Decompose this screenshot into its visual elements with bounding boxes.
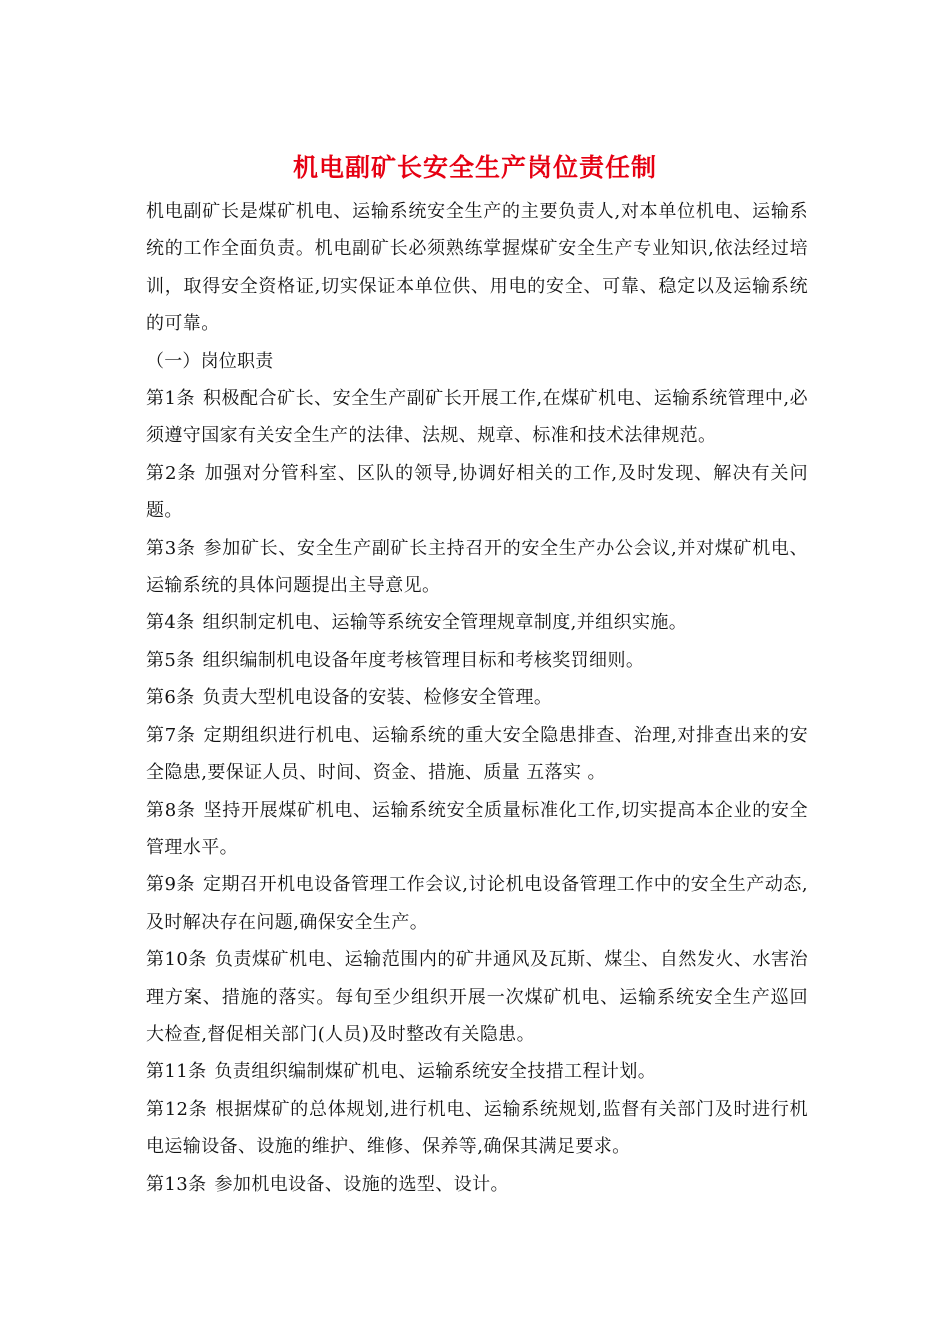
article-text: 参加矿长、安全生产副矿长主持召开的安全生产办公会议,并对煤矿机电、运输系统的具体问题提出主导意见。: [146, 537, 808, 597]
article-text: 组织编制机电设备年度考核管理目标和考核奖罚细则。: [202, 649, 645, 671]
article-item: [146, 642, 808, 679]
article-text: 根据煤矿的总体规划,进行机电、运输系统规划,监督有关部门及时进行机电运输设备、设施的维护、维修、保养等,确保其满足要求。: [146, 1098, 808, 1158]
section-heading: （一）岗位职责: [146, 350, 274, 372]
article-number: 第2条: [146, 462, 197, 484]
article-number: 第11条: [146, 1061, 207, 1083]
article-number: 第10条: [146, 949, 207, 971]
article-text: 定期召开机电设备管理工作会议,讨论机电设备管理工作中的安全生产动态,及时解决存在问题,确保安全生产。: [146, 874, 808, 933]
intro-paragraph: 机电副矿长是煤矿机电、运输系统安全生产的主要负责人,对本单位机电、运输系统的工作全面负责。机电副矿长必须熟练掌握煤矿安全生产专业知识,依法经过培训，取得安全资格证,切实保证本单位供、用电的安全、可靠、稳定以及运输系统的可靠。: [146, 201, 808, 335]
article-item: [146, 530, 808, 605]
article-text: 负责煤矿机电、运输范围内的矿井通风及瓦斯、煤尘、自然发火、水害治理方案、措施的落实。每旬至少组织开展一次煤矿机电、运输系统安全生产巡回大检查,督促相关部门(人员)及时整改有关隐患。: [146, 949, 808, 1045]
article-text: 坚持开展煤矿机电、运输系统安全质量标准化工作,切实提高本企业的安全管理水平。: [146, 799, 808, 858]
article-number: 第4条: [146, 612, 195, 634]
article-item: [146, 1166, 808, 1203]
article-number: 第7条: [146, 724, 196, 746]
article-text: 定期组织进行机电、运输系统的重大安全隐患排查、治理,对排查出来的安全隐患,要保证人员、时间、资金、措施、质量 五落实 。: [146, 724, 808, 784]
article-item: [146, 604, 808, 641]
article-text: 积极配合矿长、安全生产副矿长开展工作,在煤矿机电、运输系统管理中,必须遵守国家有关安全生产的法律、法规、规章、标准和技术法律规范。: [146, 388, 808, 447]
article-text: 加强对分管科室、区队的领导,协调好相关的工作,及时发现、解决有关问题。: [146, 462, 809, 522]
article-item: [146, 792, 808, 867]
article-item: [146, 717, 808, 792]
article-number: 第13条: [146, 1173, 207, 1195]
article-number: 第12条: [146, 1098, 208, 1120]
article-item: [146, 1091, 808, 1166]
article-text: 参加机电设备、设施的选型、设计。: [214, 1173, 509, 1195]
article-text: 负责大型机电设备的安装、检修安全管理。: [202, 687, 553, 709]
article-item: [146, 455, 808, 530]
document-title: 机电副矿长安全生产岗位责任制: [292, 153, 657, 182]
article-text: 负责组织编制煤矿机电、运输系统安全技措工程计划。: [214, 1061, 657, 1083]
article-item: [146, 941, 808, 1053]
article-item: [146, 679, 808, 716]
article-number: 第5条: [146, 649, 195, 671]
article-number: 第1条: [146, 388, 196, 410]
article-item: [146, 866, 808, 941]
article-item: [146, 1053, 808, 1090]
article-number: 第8条: [146, 799, 196, 821]
article-number: 第9条: [146, 874, 196, 896]
article-item: [146, 380, 808, 455]
article-number: 第6条: [146, 687, 195, 709]
article-text: 组织制定机电、运输等系统安全管理规章制度,并组织实施。: [202, 612, 688, 634]
document-body: [146, 193, 808, 1203]
article-number: 第3条: [146, 537, 196, 559]
